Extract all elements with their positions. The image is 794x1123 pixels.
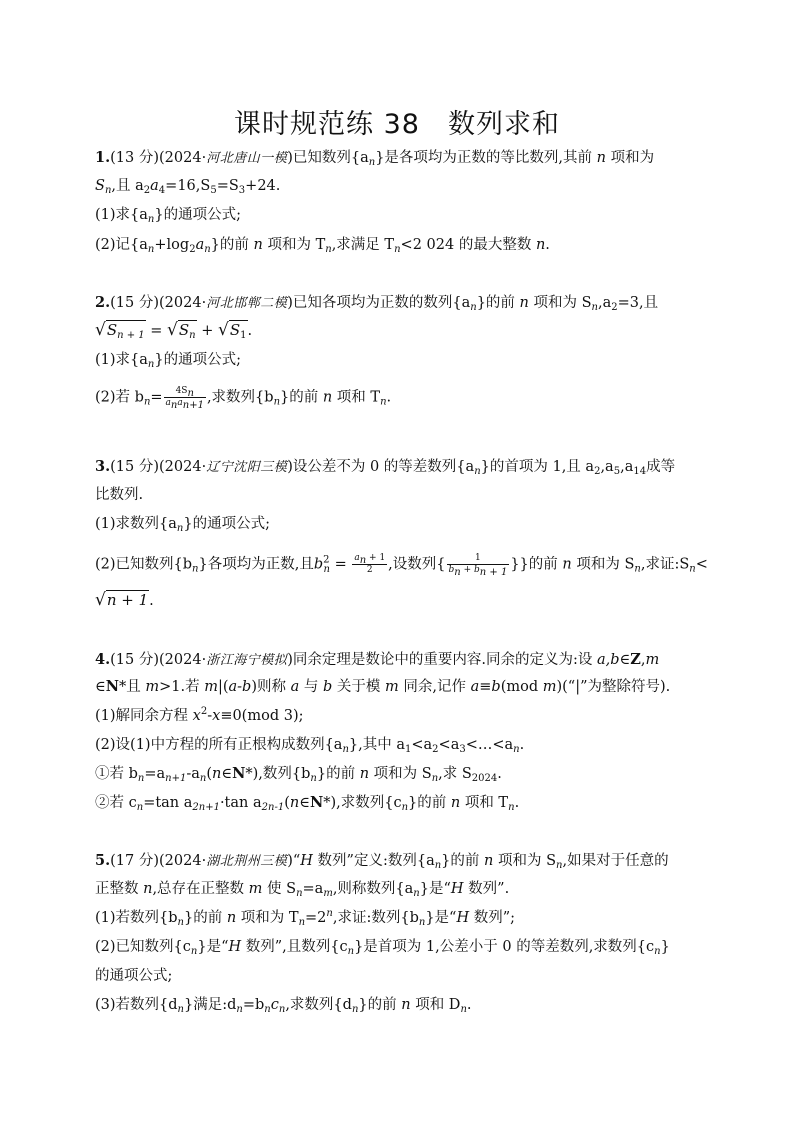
problem-1-line-2: $S_n$,且 $a_2a_4=16,S_5=S_3+24$.: [95, 178, 281, 196]
problem-5-question-2: (2)已知数列$\{c_n\}$是“H 数列”,且数列$\{c_n\}$是首项为 1,公差小于 0 的等差数列,求数列$\{c_n\}$: [95, 939, 670, 957]
problem-5-line-1: 5.(17 分)(2024·湖北荆州三模)“H 数列”定义:数列$\{a_n\}$的前 n 项和为 $S_n$,如果对于任意的: [95, 852, 669, 871]
problem-1-question-1: (1)求$\{a_n\}$的通项公式;: [95, 207, 241, 225]
problem-source: 河北唐山一模: [206, 151, 288, 166]
problem-4-question-1: (1)解同余方程 $x^2-x\equiv 0(mod$ 3);: [95, 706, 304, 724]
problem-3-question-2-cont: √n + 1.: [95, 590, 154, 610]
problem-2-question-1: (1)求$\{a_n\}$的通项公式;: [95, 352, 241, 370]
page-title: 课时规范练 38 数列求和: [234, 109, 560, 140]
problem-source: 浙江海宁模拟: [206, 653, 288, 668]
problem-3-line-1: 3.(15 分)(2024·辽宁沈阳三模)设公差不为 0 的等差数列$\{a_n\}$的首项为 1,且 $a_2,a_5,a_{14}$成等: [95, 458, 676, 477]
problem-4-question-2-2: ②若 $c_n=\tan$ $a_{2n+1}\cdot\tan$ $a_{2n-1}(n\in N*)$,求数列$\{c_n\}$的前 n 项和 $T_n$.: [95, 794, 520, 813]
problem-1-question-2: (2)记$\{a_n+\log_2a_n\}$的前 n 项和为 $T_n$,求满足 $T_n<2$ 024 的最大整数 n.: [95, 237, 550, 255]
problem-5-line-2: 正整数 n,总存在正整数 m 使 $S_n=a_m$,则称数列$\{a_n\}$是“H 数列”.: [95, 881, 510, 899]
problem-5-question-3: (3)若数列$\{d_n\}$满足$:d_n=b_nc_n$,求数列$\{d_n\}$的前 n 项和 $D_n$.: [95, 997, 472, 1015]
problem-source: 河北邯郸二模: [206, 296, 288, 311]
problem-4-line-1: 4.(15 分)(2024·浙江海宁模拟)同余定理是数论中的重要内容.同余的定义为:设 a,b∈Z,m: [95, 651, 660, 668]
problem-source: 湖北荆州三模: [206, 854, 288, 869]
problem-2-question-2: (2)若 $b_n=$ $\frac{4S_n}{a_na_{n+1}}$ ,求数列$\{b_n\}$的前 n 项和 $T_n$.: [95, 386, 392, 411]
problem-4-line-2: ∈N*且 m>1.若 m|(a-b)则称 a 与 b 关于模 m 同余,记作 a≡b(mod m)(“|”为整除符号).: [95, 678, 671, 695]
problem-5-question-2-cont: 的通项公式;: [95, 968, 173, 984]
problem-2-line-1: 2.(15 分)(2024·河北邯郸二模)已知各项均为正数的数列$\{a_n\}$的前 n 项和为 $S_n,a_2=3$,且: [95, 294, 659, 313]
fraction: $\frac{4S_n}{a_na_{n+1}}$: [165, 386, 204, 411]
problem-1-line-1: 1.(13 分)(2024·河北唐山一模)已知数列$\{a_n\}$是各项均为正数的等比数列,其前 n 项和为: [95, 149, 655, 168]
problem-2-equation: $√S_{n + 1} = √S_n + √S_1$.: [95, 320, 253, 341]
problem-source: 辽宁沈阳三模: [206, 460, 288, 475]
fraction: $\frac{a_n + 1}{2}$: [354, 553, 386, 575]
problem-3-question-2: (2)已知数列$\{b_n\}$各项均为正数,且$b^2_n$ = $\frac{a_n + 1}{2}$ ,设数列{ $\frac{1}{b_n + b_{n + 1}}$ }}的前 n 项和为 $S_n$,求证$:S_n<$: [95, 553, 708, 578]
problem-4-question-2-1: ①若 $b_n=a_{n+1}-a_n(n\in N*)$,数列$\{b_n\}$的前 n 项和为 $S_n$,求 $S_{2024}$.: [95, 765, 502, 784]
fraction: $\frac{1}{b_n + b_{n + 1}}$: [448, 553, 508, 578]
problem-3-line-2: 比数列.: [95, 487, 144, 503]
problem-4-question-2: (2)设(1)中方程的所有正根构成数列$\{a_n\}$,其中 $a_1<a_2<a_3<\dots<a_n$.: [95, 737, 525, 755]
problem-3-question-1: (1)求数列$\{a_n\}$的通项公式;: [95, 516, 270, 534]
problem-5-question-1: (1)若数列$\{b_n\}$的前 n 项和为 $T_n=2^n$,求证:数列$\{b_n\}$是“H 数列”;: [95, 908, 516, 928]
